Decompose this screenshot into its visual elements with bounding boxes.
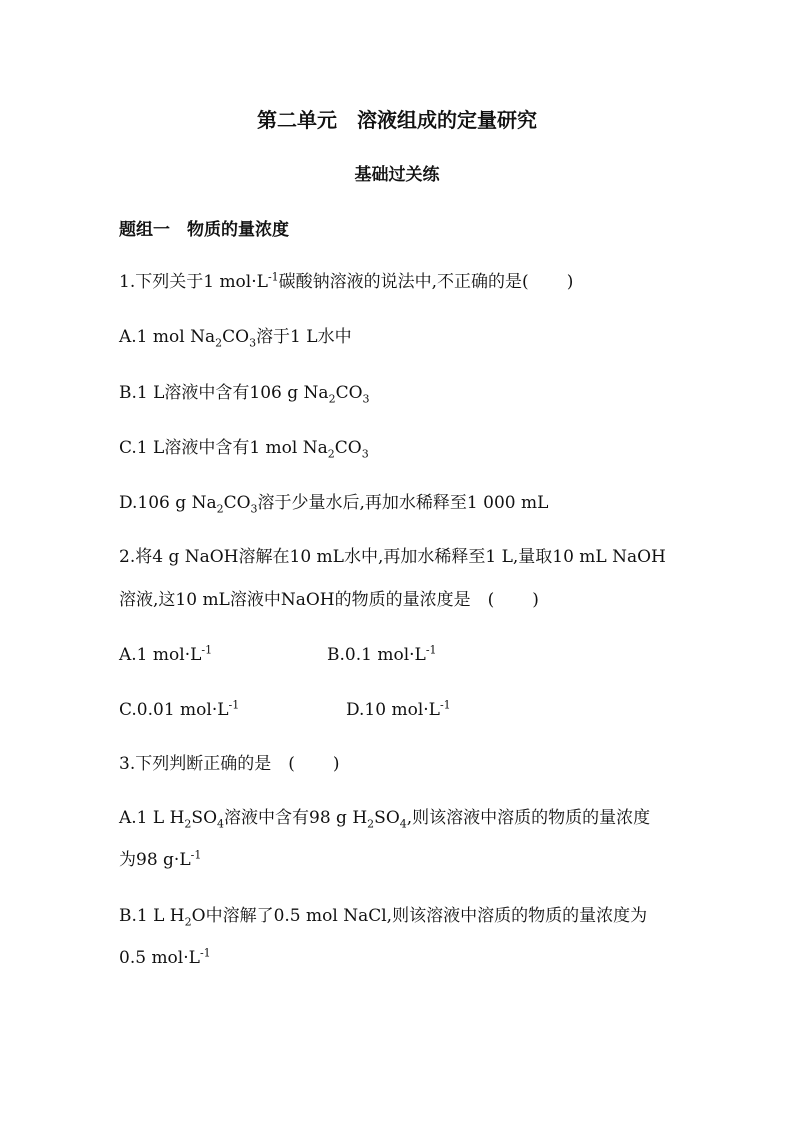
page-subtitle: 基础过关练: [354, 165, 440, 185]
question-3-option-b-line-2: 0.5 $mol\cdot L^{-1}$: [119, 946, 211, 968]
question-1-option-b: B.1 L溶液中含有106 g $Na_2CO_3$: [119, 383, 370, 406]
question-3-option-a-line-2: 为98 $g\cdot L^{-1}$: [119, 848, 202, 870]
question-2-option-c: C.0.01 $mol\cdot L^{-1}$: [119, 698, 240, 720]
question-2-stem-line-1: 2.将4 g NaOH溶解在10 mL水中,再加水稀释至1 L,量取10 mL NaOH: [119, 547, 666, 567]
question-1-option-c: C.1 L溶液中含有1 mol $Na_2CO_3$: [119, 438, 369, 461]
section-heading: 题组一 物质的量浓度: [119, 220, 289, 240]
question-1-stem: 1.下列关于1 $mol\cdot L^{-1}$碳酸钠溶液的说法中,不正确的是( ): [119, 270, 574, 292]
question-3-option-a-line-1: A.1 L $H_2SO_4$溶液中含有98 g $H_2SO_4$,则该溶液中溶质的物质的量浓度: [119, 808, 651, 831]
question-1-option-d: D.106 g $Na_2CO_3$溶于少量水后,再加水稀释至1 000 mL: [119, 493, 549, 516]
question-1-option-a: A.1 mol $Na_2CO_3$溶于1 L水中: [119, 327, 352, 350]
question-2-option-d: D.10 $mol\cdot L^{-1}$: [346, 698, 451, 720]
question-3-option-b-line-1: B.1 L $H_2O$中溶解了0.5 mol NaCl,则该溶液中溶质的物质的量浓度为: [119, 906, 648, 929]
question-2-option-a: A.1 $mol\cdot L^{-1}$: [119, 643, 213, 665]
page-title: 第二单元 溶液组成的定量研究: [257, 108, 537, 132]
question-2-stem-line-2: 溶液,这10 mL溶液中NaOH的物质的量浓度是 ( ): [119, 590, 539, 610]
question-3-stem: 3.下列判断正确的是 ( ): [119, 754, 340, 774]
question-2-option-b: B.0.1 $mol\cdot L^{-1}$: [327, 643, 437, 665]
